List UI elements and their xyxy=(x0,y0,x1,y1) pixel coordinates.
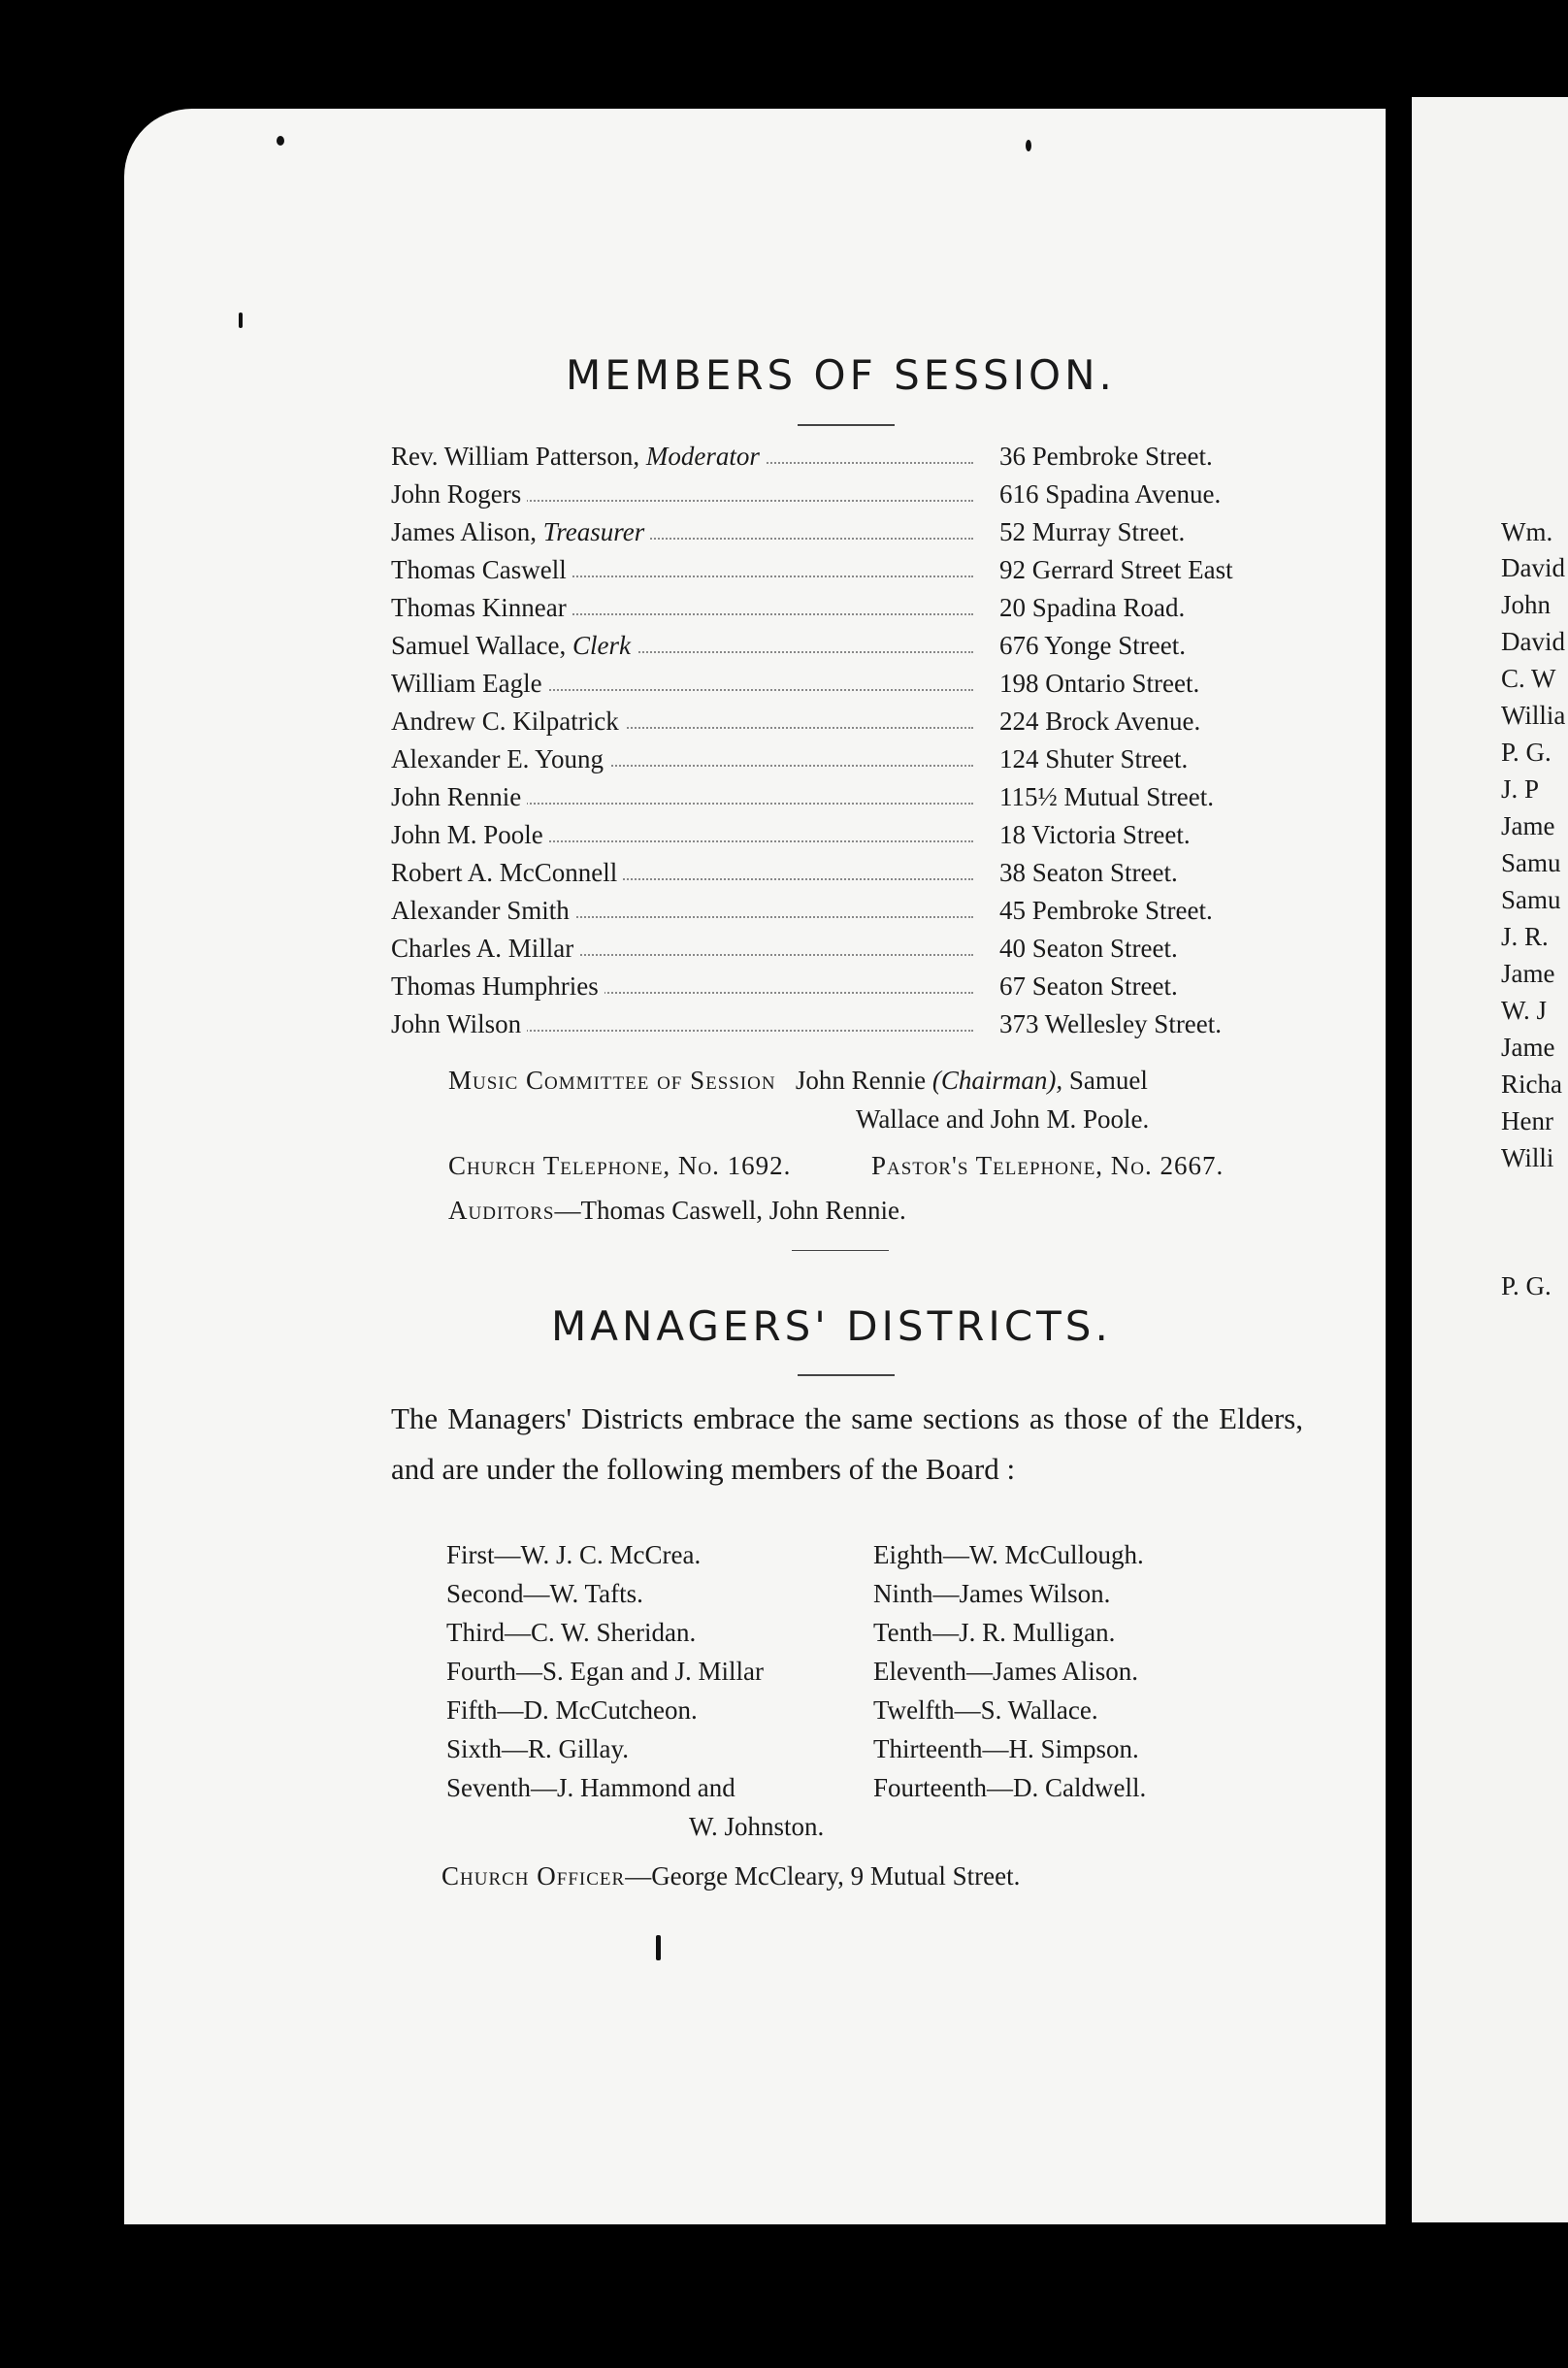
member-address: 67 Seaton Street. xyxy=(999,971,1178,1001)
facing-page-line: Jame xyxy=(1501,811,1555,840)
scan-speck xyxy=(1026,140,1031,151)
facing-page-line: Samu xyxy=(1501,885,1561,914)
member-address: 198 Ontario Street. xyxy=(999,669,1200,698)
facing-page-line: C. W xyxy=(1501,664,1556,693)
music-committee-line-1: Music Committee of Session John Rennie (Chairman), Samuel xyxy=(448,1066,1148,1095)
member-row: Andrew C. Kilpatrick xyxy=(391,707,973,737)
facing-page-line: W. J xyxy=(1501,996,1548,1025)
district-item: Second—W. Tafts. xyxy=(446,1579,643,1608)
facing-page-line: Jame xyxy=(1501,959,1555,988)
member-row: Thomas Humphries xyxy=(391,971,973,1002)
facing-page-line: J. R. xyxy=(1501,922,1549,951)
member-row: John M. Poole xyxy=(391,820,973,850)
member-row: Charles A. Millar xyxy=(391,934,973,964)
member-address: 38 Seaton Street. xyxy=(999,858,1178,887)
district-item: First—W. J. C. McCrea. xyxy=(446,1540,702,1569)
music-committee-label: Music Committee of Session xyxy=(448,1066,776,1095)
district-item: Fourteenth—D. Caldwell. xyxy=(873,1773,1147,1802)
member-address: 115½ Mutual Street. xyxy=(999,782,1214,811)
district-item: Seventh—J. Hammond and xyxy=(446,1773,735,1802)
member-address: 124 Shuter Street. xyxy=(999,744,1189,773)
title-rule xyxy=(798,1374,895,1376)
member-row: Robert A. McConnell xyxy=(391,858,973,888)
member-address: 676 Yonge Street. xyxy=(999,631,1187,660)
member-address: 20 Spadina Road. xyxy=(999,593,1186,622)
district-item: W. Johnston. xyxy=(689,1812,825,1841)
district-item: Fifth—D. McCutcheon. xyxy=(446,1695,698,1725)
facing-page-line: Henr xyxy=(1501,1106,1553,1135)
member-address: 92 Gerrard Street East xyxy=(999,555,1233,584)
facing-page-line: Jame xyxy=(1501,1033,1555,1062)
section-divider xyxy=(792,1250,889,1251)
district-item: Third—C. W. Sheridan. xyxy=(446,1618,697,1647)
district-item: Eighth—W. McCullough. xyxy=(873,1540,1144,1569)
facing-page-line: Willi xyxy=(1501,1143,1554,1172)
title-rule xyxy=(798,424,895,426)
scan-speck xyxy=(239,312,243,328)
member-row: John Wilson xyxy=(391,1009,973,1039)
district-item: Thirteenth—H. Simpson. xyxy=(873,1734,1139,1763)
auditors-label: Auditors xyxy=(448,1196,555,1225)
facing-page-line: Willia xyxy=(1501,701,1566,730)
member-address: 18 Victoria Street. xyxy=(999,820,1191,849)
district-item: Twelfth—S. Wallace. xyxy=(873,1695,1098,1725)
member-row: Alexander Smith xyxy=(391,896,973,926)
church-officer-label: Church Officer xyxy=(441,1861,626,1891)
member-row: Alexander E. Young xyxy=(391,744,973,774)
facing-page-line: P. G. xyxy=(1501,738,1552,767)
member-address: 40 Seaton Street. xyxy=(999,934,1178,963)
member-row: James Alison, Treasurer xyxy=(391,517,973,547)
auditors-line: Auditors—Thomas Caswell, John Rennie. xyxy=(448,1196,906,1225)
church-officer-line: Church Officer—George McCleary, 9 Mutual Street. xyxy=(441,1861,1021,1891)
managers-title: MANAGERS' DISTRICTS. xyxy=(551,1302,1112,1350)
member-address: 45 Pembroke Street. xyxy=(999,896,1213,925)
facing-page-line: Richa xyxy=(1501,1069,1562,1099)
member-row: Thomas Caswell xyxy=(391,555,973,585)
member-address: 616 Spadina Avenue. xyxy=(999,479,1222,509)
managers-intro: The Managers' Districts embrace the same sections as those of the Elders, and are under the following members of the Board : xyxy=(391,1401,1303,1486)
district-item: Fourth—S. Egan and J. Millar xyxy=(446,1657,764,1686)
facing-page-line: David xyxy=(1501,553,1565,582)
member-row: John Rogers xyxy=(391,479,973,510)
facing-page-line: Wm. xyxy=(1501,517,1553,546)
facing-page-line: Samu xyxy=(1501,848,1561,877)
music-committee-line-2: Wallace and John M. Poole. xyxy=(856,1104,1150,1134)
session-title: MEMBERS OF SESSION. xyxy=(566,351,1116,399)
facing-page xyxy=(1412,97,1568,2222)
district-item: Eleventh—James Alison. xyxy=(873,1657,1138,1686)
facing-page-line: P. G. xyxy=(1501,1271,1552,1300)
member-address: 52 Murray Street. xyxy=(999,517,1186,546)
member-row: William Eagle xyxy=(391,669,973,699)
district-item: Sixth—R. Gillay. xyxy=(446,1734,630,1763)
member-address: 224 Brock Avenue. xyxy=(999,707,1201,736)
member-address: 373 Wellesley Street. xyxy=(999,1009,1223,1038)
scan-speck xyxy=(656,1935,661,1960)
member-row: Thomas Kinnear xyxy=(391,593,973,623)
facing-page-line: J. P xyxy=(1501,774,1540,804)
district-item: Ninth—James Wilson. xyxy=(873,1579,1111,1608)
member-address: 36 Pembroke Street. xyxy=(999,442,1213,471)
facing-page-line: David xyxy=(1501,627,1565,656)
member-row: John Rennie xyxy=(391,782,973,812)
facing-page-line: John xyxy=(1501,590,1552,619)
scan-speck xyxy=(277,136,284,146)
church-telephone: Church Telephone, No. 1692. xyxy=(448,1151,792,1180)
member-row: Samuel Wallace, Clerk xyxy=(391,631,973,661)
pastor-telephone: Pastor's Telephone, No. 2667. xyxy=(871,1151,1225,1180)
member-row: Rev. William Patterson, Moderator xyxy=(391,442,973,472)
district-item: Tenth—J. R. Mulligan. xyxy=(873,1618,1116,1647)
